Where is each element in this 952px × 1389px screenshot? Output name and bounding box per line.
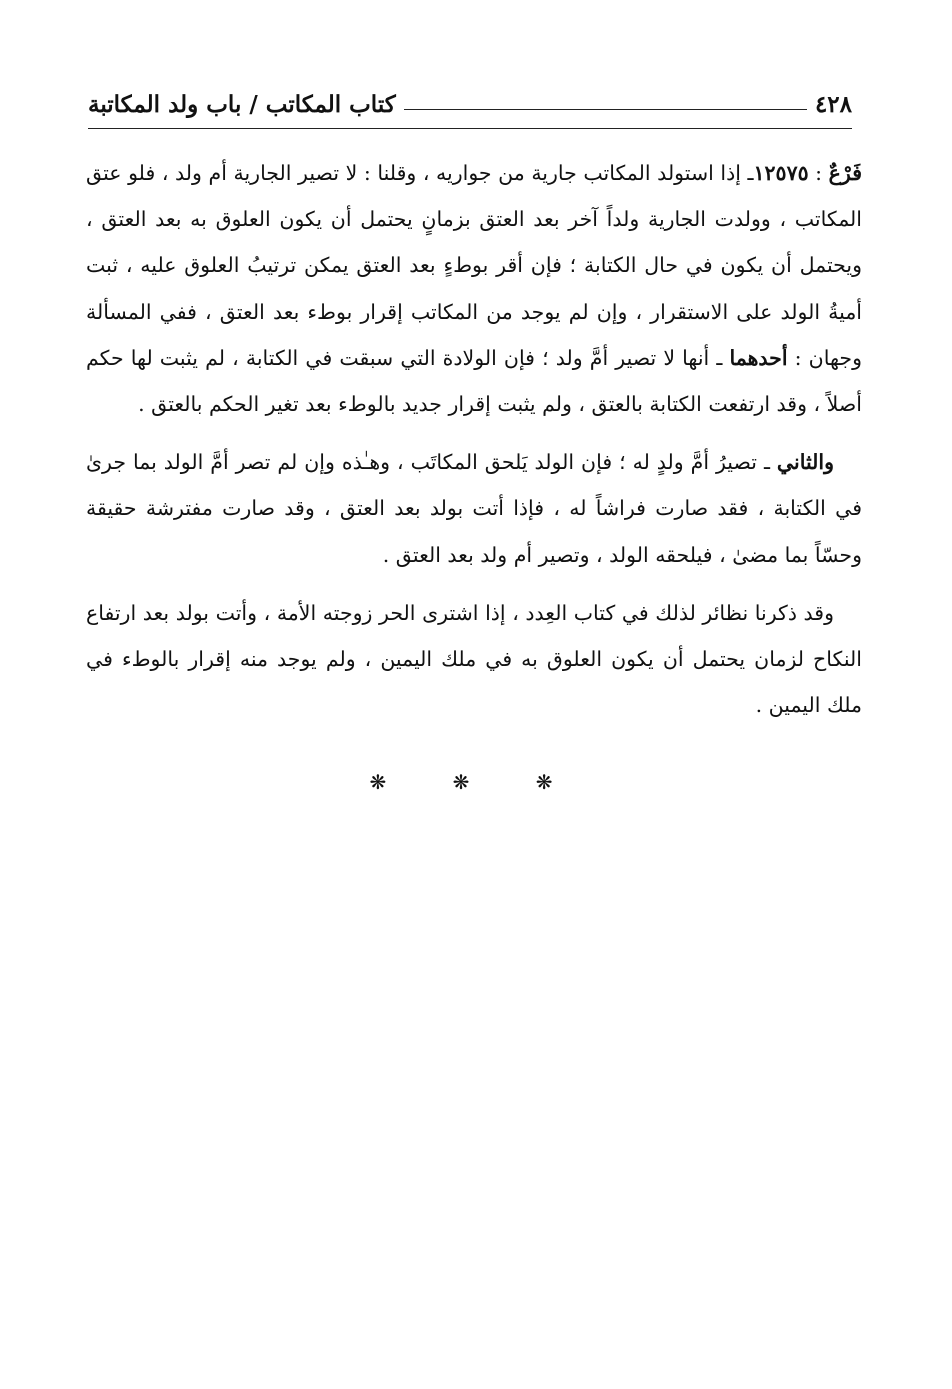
paragraph-1-text-a: إذا استولد المكاتب جارية من جواريه ، وقلنا : لا تصير الجارية أم ولد ، فلو عتق المكاتب ، وولدت الجارية ولداً آخر بعد العتق بزمانٍ يحتمل أن يكون العلوق به بعد العتق ، ويحتمل أن يكون في حال الكتابة ؛ فإن أقر بوطءٍ بعد العتق يمكن ترتيبُ العلوق عليه ، ثبت أميةُ الولد على الاستقرار ، وإن لم يوجد من المكاتب إقرار بوطء بعد العتق ، ففي المسألة وجهان :	[86, 161, 863, 370]
page-header	[88, 84, 852, 124]
page-number: ٤٢٨	[814, 90, 852, 118]
issue-dash: ـ	[740, 161, 754, 185]
paragraph-3	[86, 590, 862, 729]
section-end-stars: ❋ ❋ ❋	[369, 770, 583, 794]
paragraph-3-text: وقد ذكرنا نظائر لذلك في كتاب العِدد ، إذا اشترى الحر زوجته الأمة ، وأتت بولد بعد ارتفاع النكاح لزمان يحتمل أن يكون العلوق به في ملك اليمين ، ولم يوجد منه إقرار بالوطء في ملك اليمين .	[86, 600, 862, 718]
page-body	[86, 150, 862, 740]
running-title: كتاب المكاتب / باب ولد المكاتبة	[88, 90, 396, 118]
paragraph-1-text-c: ـ أنها لا تصير أمَّ ولد ؛ فإن الولادة التي سبقت في الكتابة ، لم يثبت لها حكم أصلاً ، وقد ارتفعت الكتابة بالعتق ، ولم يثبت إقرار جديد بالوطء بعد تغير الحكم بالعتق .	[86, 345, 862, 417]
section-label: فَرْعٌ	[828, 161, 862, 185]
label-separator: :	[808, 161, 829, 185]
paragraph-1-bold: أحدهما	[729, 345, 788, 370]
header-rule	[404, 109, 807, 110]
paragraph-2	[86, 439, 862, 578]
issue-number: ١٢٥٧٥	[753, 161, 809, 185]
paragraph-2-bold: والثاني	[776, 450, 834, 475]
header-underline	[88, 128, 852, 129]
paragraph-2-text: ـ تصيرُ أمَّ ولدٍ له ؛ فإن الولد يَلحق المكاتَب ، وهـٰذه وإن لم تصر أمَّ الولد بما جرىٰ في الكتابة ، فقد صارت فراشاً له ، فإذا أتت بولد بعد العتق ، وقد صارت مفترشة حقيقة وحسّاً بما مضىٰ ، فيلحقه الولد ، وتصير أم ولد بعد العتق .	[86, 450, 862, 567]
paragraph-1	[86, 150, 862, 427]
